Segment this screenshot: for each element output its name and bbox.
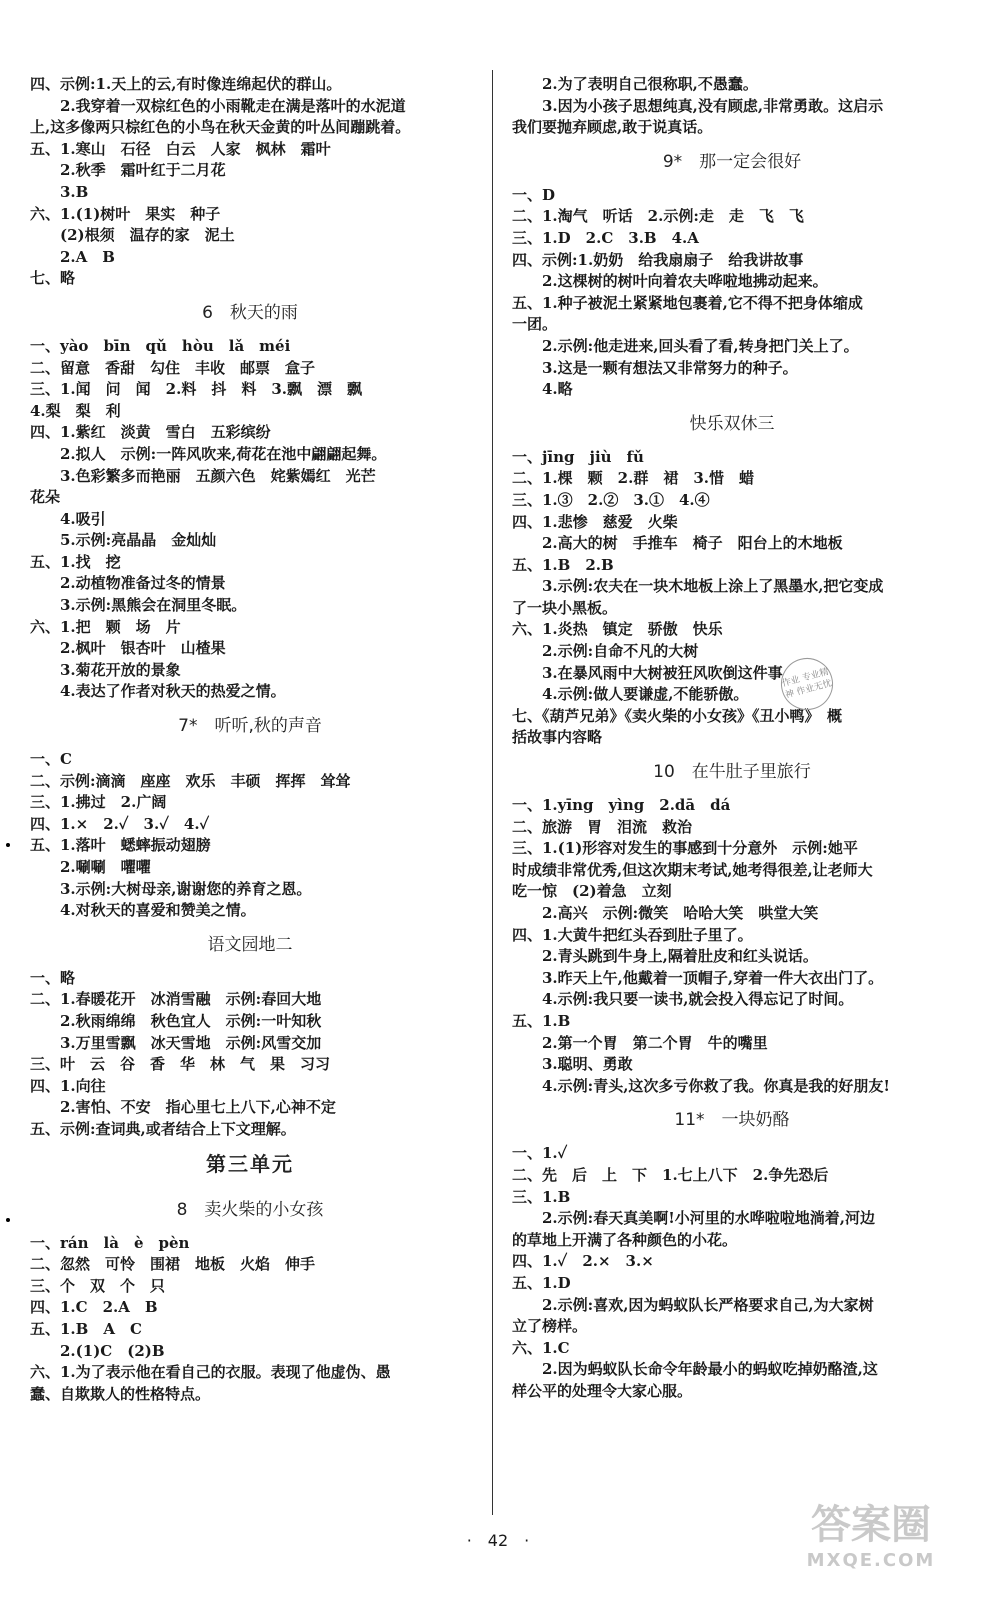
answer-line: 2.唰唰 㘗㘗 — [60, 858, 151, 876]
answer-line: 七、略 — [30, 269, 76, 288]
answer-line: 2.枫叶 银杏叶 山楂果 — [60, 639, 226, 658]
answer-line: 2.示例:春天真美啊!小河里的水哗啦啦地淌着,河边 — [542, 1209, 876, 1228]
answer-line: 二、旅游 胃 泪流 救治 — [512, 817, 693, 836]
left-column — [30, 74, 470, 1405]
answer-line: 五、1.找 挖 — [30, 552, 121, 571]
logo-url: MXQE.COM — [806, 1550, 936, 1571]
answer-line: 五、1.落叶 蟋蟀振动翅膀 — [30, 836, 211, 855]
answer-line: 六、1.(1)树叶 果实 种子 — [30, 204, 221, 223]
answer-line: 2.为了表明自己很称职,不愚蠢。 — [542, 75, 758, 93]
answer-line: 三、1.D 2.C 3.B 4.A — [512, 228, 699, 247]
answer-line: 六、1.把 颗 场 片 — [30, 617, 181, 636]
answer-line: 2.青头跳到牛身上,隔着肚皮和红头说话。 — [542, 947, 818, 966]
answer-line: 四、1.大黄牛把红头吞到肚子里了。 — [512, 925, 753, 944]
answer-line: 五、1.种子被泥土紧紧地包裹着,它不得不把身体缩成 — [512, 293, 863, 312]
margin-dot — [6, 843, 10, 847]
answer-line: 一、D — [512, 185, 556, 204]
answer-line: 3.示例:大树母亲,谢谢您的养育之恩。 — [60, 879, 312, 898]
answer-line: 三、叶 云 谷 香 华 林 气 果 习习 — [30, 1055, 331, 1074]
answer-line: 一、1.✓ — [512, 1144, 568, 1163]
answer-line: 4.略 — [542, 380, 573, 399]
answer-line: 蠢、自欺欺人的性格特点。 — [30, 1384, 211, 1403]
answer-line: 4.示例:青头,这次多亏你救了我。你真是我的好朋友! — [542, 1076, 891, 1095]
answer-line: 2.示例:喜欢,因为蚂蚁队长严格要求自己,为大家树 — [542, 1295, 874, 1314]
answer-line: 3.因为小孩子思想纯真,没有顾虑,非常勇敢。这启示 — [542, 96, 884, 115]
answer-line: 五、1.寒山 石径 白云 人家 枫林 霜叶 — [30, 139, 331, 158]
answer-line: 六、1.为了表示他在看自己的衣服。表现了他虚伪、愚 — [30, 1363, 391, 1382]
section-heading: 快乐双休三 — [689, 413, 775, 434]
answer-line: 2.高兴 示例:微笑 哈哈大笑 哄堂大笑 — [542, 904, 819, 922]
stamp: 作业 专业精神 作业无忧 — [775, 652, 839, 716]
answer-line: 3.这是一颗有想法又非常努力的种子。 — [542, 358, 798, 377]
answer-line: 2.我穿着一双棕红色的小雨靴走在满是落叶的水泥道 — [60, 96, 406, 115]
section-heading: 语文园地二 — [207, 934, 293, 955]
answer-line: 2.动植物准备过冬的情景 — [60, 574, 226, 593]
answer-line: 的草地上开满了各种颜色的小花。 — [512, 1230, 738, 1249]
answer-line: (2)根须 温存的家 泥土 — [60, 226, 235, 245]
logo-text: 答案圈 — [811, 1502, 931, 1548]
answer-line: 2.示例:自命不凡的大树 — [542, 642, 699, 661]
answer-line: 二、1.棵 颗 2.群 裙 3.惜 蜡 — [512, 469, 754, 488]
right-column — [512, 74, 952, 1402]
answer-line: 4.梨 梨 利 — [30, 401, 121, 420]
answer-line: 3.万里雪飘 冰天雪地 示例:风雪交加 — [60, 1033, 322, 1052]
section-heading: 7* 听听,秋的声音 — [178, 716, 322, 737]
answer-line: 2.A B — [60, 247, 115, 266]
answer-line: 二、留意 香甜 勾住 丰收 邮票 盒子 — [30, 358, 316, 377]
answer-line: 括故事内容略 — [512, 728, 603, 747]
answer-line: 3.昨天上午,他戴着一顶帽子,穿着一件大衣出门了。 — [542, 968, 884, 987]
answer-line: 吃一惊 (2)着急 立刻 — [512, 882, 672, 901]
answer-line: 一、C — [30, 750, 72, 769]
answer-line: 4.表达了作者对秋天的热爱之情。 — [60, 682, 286, 701]
answer-line: 4.吸引 — [60, 509, 106, 528]
watermark-logo — [766, 1500, 976, 1590]
answer-line: 六、1.炎热 镇定 骄傲 快乐 — [512, 620, 723, 639]
section-heading: 第三单元 — [206, 1151, 294, 1176]
answer-line: 3.聪明、勇敢 — [542, 1055, 633, 1074]
answer-line: 3.B — [60, 182, 89, 201]
answer-line: 四、1.向往 — [30, 1076, 106, 1095]
answer-line: 四、1.C 2.A B — [30, 1298, 158, 1317]
answer-line: 六、1.C — [512, 1338, 570, 1357]
answer-line: 三、1.B — [512, 1187, 571, 1206]
margin-dot — [6, 1218, 10, 1222]
answer-line: 4.对秋天的喜爱和赞美之情。 — [60, 901, 256, 920]
answer-line: 一、略 — [30, 968, 76, 987]
answer-line: 五、1.D — [512, 1273, 571, 1292]
answer-line: 一团。 — [512, 315, 558, 334]
answer-line: 花朵 — [30, 488, 61, 507]
answer-line: 三、1.③ 2.② 3.① 4.④ — [512, 490, 710, 509]
answer-line: 四、示例:1.天上的云,有时像连绵起伏的群山。 — [30, 75, 342, 93]
answer-line: 3.示例:黑熊会在洞里冬眠。 — [60, 596, 247, 615]
section-heading: 6 秋天的雨 — [202, 302, 298, 323]
answer-line: 三、个 双 个 只 — [30, 1276, 166, 1295]
answer-line: 七、《葫芦兄弟》《卖火柴的小女孩》《丑小鸭》 概 — [512, 706, 843, 725]
answer-line: 五、示例:查词典,或者结合上下文理解。 — [30, 1119, 296, 1138]
answer-line: 2.高大的树 手推车 椅子 阳台上的木地板 — [542, 534, 843, 553]
answer-line: 二、先 后 上 下 1.七上八下 2.争先恐后 — [512, 1165, 829, 1184]
answer-line: 4.示例:我只要一读书,就会投入得忘记了时间。 — [542, 990, 854, 1009]
section-heading: 10 在牛肚子里旅行 — [653, 762, 811, 783]
answer-line: 5.示例:亮晶晶 金灿灿 — [60, 531, 217, 550]
answer-line: 四、示例:1.奶奶 给我扇扇子 给我讲故事 — [512, 250, 804, 269]
answer-line: 我们要抛弃顾虑,敢于说真话。 — [512, 118, 713, 137]
answer-line: 二、忽然 可怜 围裙 地板 火焰 伸手 — [30, 1255, 316, 1274]
answer-line: 二、示例:滴滴 座座 欢乐 丰硕 挥挥 耸耸 — [30, 771, 351, 790]
answer-line: 三、1.闻 问 闻 2.料 抖 料 3.飘 漂 飘 — [30, 380, 362, 399]
section-heading: 8 卖火柴的小女孩 — [176, 1199, 324, 1220]
answer-line: 二、1.淘气 听话 2.示例:走 走 飞 飞 — [512, 207, 804, 226]
answer-line: 五、1.B 2.B — [512, 555, 614, 574]
answer-line: 四、1.✓ 2.× 3.× — [512, 1252, 654, 1271]
answer-line: 2.这棵树的树叶向着农夫哗啦地拂动起来。 — [542, 272, 828, 291]
answer-line: 3.在暴风雨中大树被狂风吹倒这件事 — [542, 663, 783, 682]
section-heading: 11* 一块奶酪 — [674, 1110, 790, 1131]
answer-line: 四、1.× 2.✓ 3.✓ 4.✓ — [30, 814, 210, 833]
answer-line: 了一块小黑板。 — [512, 598, 618, 617]
answer-line: 三、1.拂过 2.广阔 — [30, 793, 167, 812]
answer-line: 2.秋雨绵绵 秋色宜人 示例:一叶知秋 — [60, 1011, 322, 1030]
answer-line: 一、1.yīng yìng 2.dā dá — [512, 796, 731, 815]
answer-line: 上,这多像两只棕红色的小鸟在秋天金黄的叶丛间蹦跳着。 — [30, 118, 411, 137]
answer-line: 四、1.悲惨 慈爱 火柴 — [512, 512, 678, 531]
section-heading: 9* 那一定会很好 — [662, 151, 802, 172]
answer-line: 五、1.B — [512, 1011, 571, 1030]
answer-line: 一、yào bīn qǔ hòu lǎ méi — [30, 336, 291, 355]
answer-line: 时成绩非常优秀,但这次期末考试,她考得很差,让老师大 — [512, 860, 873, 879]
answer-line: 一、rán là è pèn — [30, 1233, 190, 1252]
answer-line: 立了榜样。 — [512, 1317, 588, 1336]
answer-line: 3.色彩繁多而艳丽 五颜六色 姹紫嫣红 光芒 — [60, 466, 376, 485]
answer-line: 一、jīng jiù fǔ — [512, 447, 644, 466]
answer-line: 样公平的处理令大家心服。 — [512, 1381, 693, 1400]
answer-line: 2.因为蚂蚁队长命令年龄最小的蚂蚁吃掉奶酪渣,这 — [542, 1360, 878, 1379]
answer-line: 2.示例:他走进来,回头看了看,转身把门关上了。 — [542, 336, 859, 355]
answer-line: 3.菊花开放的景象 — [60, 660, 181, 679]
answer-line: 2.害怕、不安 指心里七上八下,心神不定 — [60, 1098, 336, 1117]
page-number: · 42 · — [466, 1531, 530, 1550]
column-divider — [492, 70, 493, 1515]
answer-line: 2.秋季 霜叶红于二月花 — [60, 161, 226, 180]
answer-line: 二、1.春暖花开 冰消雪融 示例:春回大地 — [30, 990, 322, 1009]
answer-line: 三、1.(1)形容对发生的事感到十分意外 示例:她平 — [512, 839, 858, 858]
answer-line: 2.拟人 示例:一阵风吹来,荷花在池中翩翩起舞。 — [60, 444, 387, 463]
answer-line: 五、1.B A C — [30, 1319, 142, 1338]
answer-line: 四、1.紫红 淡黄 雪白 五彩缤纷 — [30, 423, 271, 442]
answer-line: 2.第一个胃 第二个胃 牛的嘴里 — [542, 1033, 768, 1052]
answer-line: 2.(1)C (2)B — [60, 1341, 165, 1360]
answer-line: 4.示例:做人要谦虚,不能骄傲。 — [542, 685, 749, 704]
answer-line: 3.示例:农夫在一块木地板上涂上了黑墨水,把它变成 — [542, 577, 884, 596]
